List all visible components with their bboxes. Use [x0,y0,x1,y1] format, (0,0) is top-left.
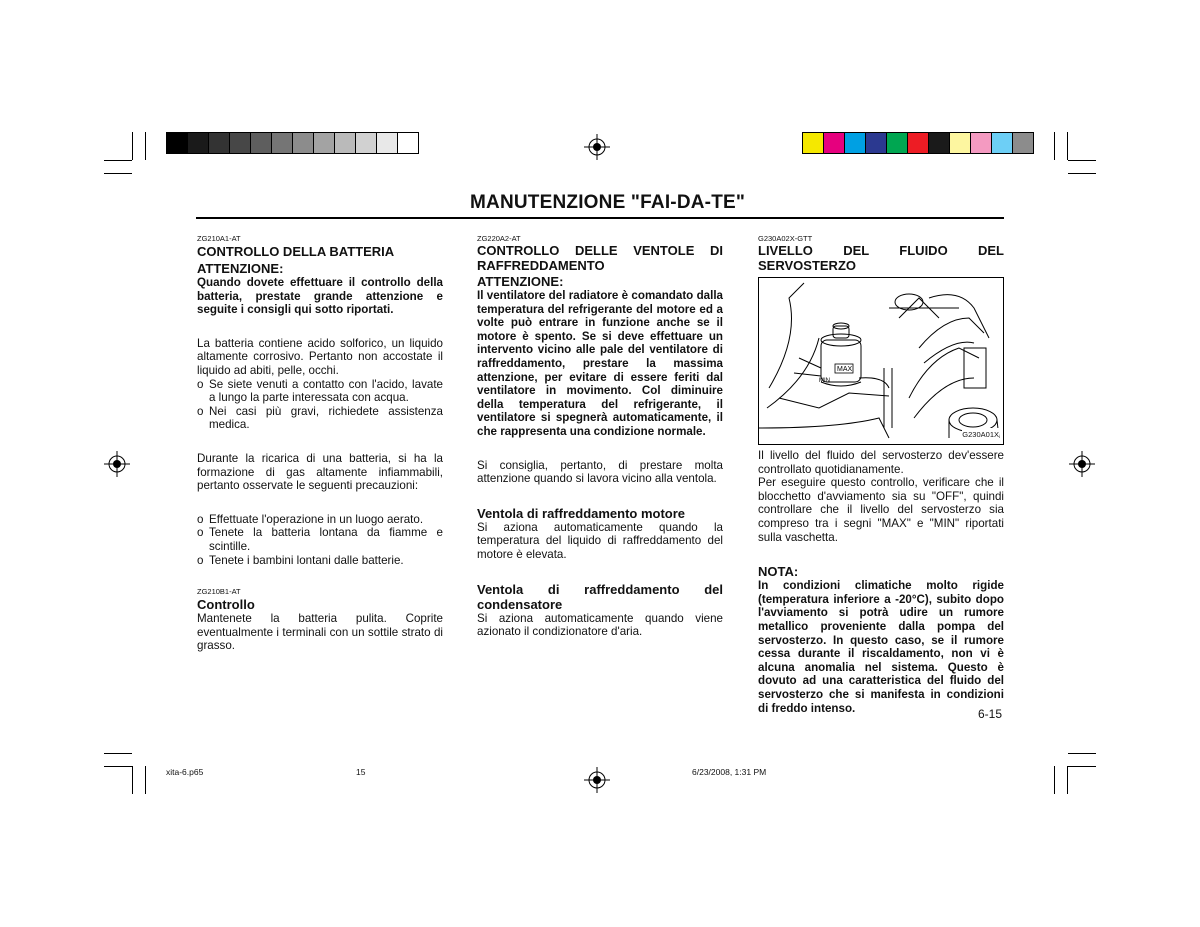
title-rule [196,217,1004,219]
list-item: o Se siete venuti a contatto con l'acido, lavate a lungo la parte interessata con acqua. [197,377,443,405]
footer-date: 6/23/2008, 1:31 PM [692,767,767,777]
sub-heading: Ventola di raffreddamento del condensatore [477,581,723,612]
note-heading: NOTA: [758,564,799,580]
figure-label: G230A01X [962,428,999,442]
color-swatch [929,133,950,153]
section-heading: CONTROLLO DELLA BATTERIA [197,244,395,259]
registration-mark-icon [104,451,130,477]
sub-heading: Controllo [197,597,255,613]
svg-text:MAX: MAX [837,366,853,373]
paragraph: Durante la ricarica di una batteria, si ha la formazione di gas altamente infiammabili, pertanto osservate le seguenti precauzioni: [197,451,443,493]
crop-mark [1054,766,1055,794]
paragraph: Si aziona automaticamente quando la temperatura del liquido di raffreddamento del motore è elevata. [477,520,723,561]
warning-text: Il ventilatore del radiatore è comandato dalla temperatura del refrigerante del motore ed a volte può entrare in funzione anche se il motore è spento. Se si deve effettuare un intervento vicino alle pale del ventilatore di raffreddamento, prestare la massima attenzione, per evitare di essere feriti dal ventilatore in movimento. Col diminuire della temperatura del refrigerante, il ventilatore si spegnerà automaticamente, il che rappresenta una condizione normale. [477,289,723,438]
crop-mark [1068,173,1096,174]
note-text: In condizioni climatiche molto rigide (temperatura inferiore a -20°C), subito dopo l'avviamento si potrà udire un rumore metallico proveniente dalla pompa del servosterzo. In questo caso, se il rumore cessa durante il riscaldamento, non vi è alcuna anomalia nel sistema. Questo è dovuto ad una caratteristica del fluido del servosterzo che si manifesta in condizioni di freddo intenso. [758,579,1004,715]
color-swatch [887,133,908,153]
color-swatch [845,133,866,153]
column-fans [477,234,723,639]
color-swatch [335,133,356,153]
section-code: ZG210B1-AT [197,587,241,597]
color-swatch [167,133,188,153]
color-swatch [398,133,418,153]
crop-mark [1068,753,1096,754]
engine-bay-illustration [759,278,1003,444]
color-swatch [272,133,293,153]
color-swatch [314,133,335,153]
color-swatch [803,133,824,153]
list-item: o Nei casi più gravi, richiedete assistenza medica. [197,404,443,432]
list-item: o Tenete la batteria lontana da fiamme e scintille. [197,526,443,553]
column-power-steering [758,234,1004,715]
process-color-bar [802,132,1034,154]
crop-mark [104,753,132,754]
section-heading: LIVELLO DEL FLUIDO DEL SERVOSTERZO [758,243,1004,273]
color-swatch [866,133,887,153]
list-item: o Effettuate l'operazione in un luogo aerato. [197,512,424,526]
crop-mark [1054,132,1055,160]
paragraph: Per eseguire questo controllo, verificare che il blocchetto d'avviamento sia su "OFF", quindi controllare che il livello del servosterzo sia compreso tra i segni "MAX" e "MIN" riportati sulla vaschetta. [758,476,1004,544]
crop-mark [1068,160,1096,161]
warning-heading: ATTENZIONE: [477,274,564,289]
color-swatch [251,133,272,153]
sub-heading: Ventola di raffreddamento motore [477,505,686,521]
color-swatch [950,133,971,153]
crop-mark [104,160,132,161]
crop-mark [1068,766,1096,767]
section-code: G230A02X-GTT [758,234,813,243]
svg-text:MIN: MIN [819,378,830,384]
section-heading: CONTROLLO DELLE VENTOLE DI RAFFREDDAMENTO [477,243,723,273]
registration-mark-icon [1069,451,1095,477]
color-swatch [1013,133,1033,153]
page-number: 6-15 [978,707,1003,721]
color-swatch [356,133,377,153]
registration-mark-icon [584,134,610,160]
section-code: ZG220A2-AT [477,234,521,243]
color-swatch [971,133,992,153]
crop-mark [1067,766,1068,794]
color-swatch [209,133,230,153]
color-swatch [908,133,929,153]
warning-text: Quando dovete effettuare il controllo della batteria, prestate grande attenzione e seguite i consigli qui sotto riportati. [197,276,443,317]
color-swatch [824,133,845,153]
crop-mark [132,766,133,794]
paragraph: Si consiglia, pertanto, di prestare molta attenzione quando si lavora vicino alla ventola. [477,458,723,486]
paragraph: Si aziona automaticamente quando viene azionato il condizionatore d'aria. [477,611,723,639]
paragraph: Il livello del fluido del servosterzo dev'essere controllato quotidianamente. [758,449,1004,476]
warning-heading: ATTENZIONE: [197,261,284,276]
paragraph: La batteria contiene acido solforico, un liquido altamente corrosivo. Pertanto non accostate il liquido ad abiti, pelle, occhi. [197,336,443,377]
crop-mark [1067,132,1068,160]
color-swatch [377,133,398,153]
crop-mark [104,173,132,174]
crop-mark [104,766,132,767]
crop-mark [145,132,146,160]
color-swatch [293,133,314,153]
color-swatch [188,133,209,153]
column-battery [197,234,443,653]
page-title: MANUTENZIONE "FAI-DA-TE" [470,192,746,213]
footer-page: 15 [356,767,366,777]
color-swatch [230,133,251,153]
reservoir-figure [758,277,1004,445]
list-item: o Tenete i bambini lontani dalle batterie. [197,553,404,567]
crop-mark [132,132,133,160]
crop-mark [145,766,146,794]
registration-mark-icon [584,767,610,793]
grayscale-color-bar [166,132,419,154]
footer-filename: xita-6.p65 [166,767,204,777]
paragraph: Mantenete la batteria pulita. Coprite eventualmente i terminali con un sottile strato di grasso. [197,612,443,653]
section-code: ZG210A1-AT [197,234,241,243]
color-swatch [992,133,1013,153]
